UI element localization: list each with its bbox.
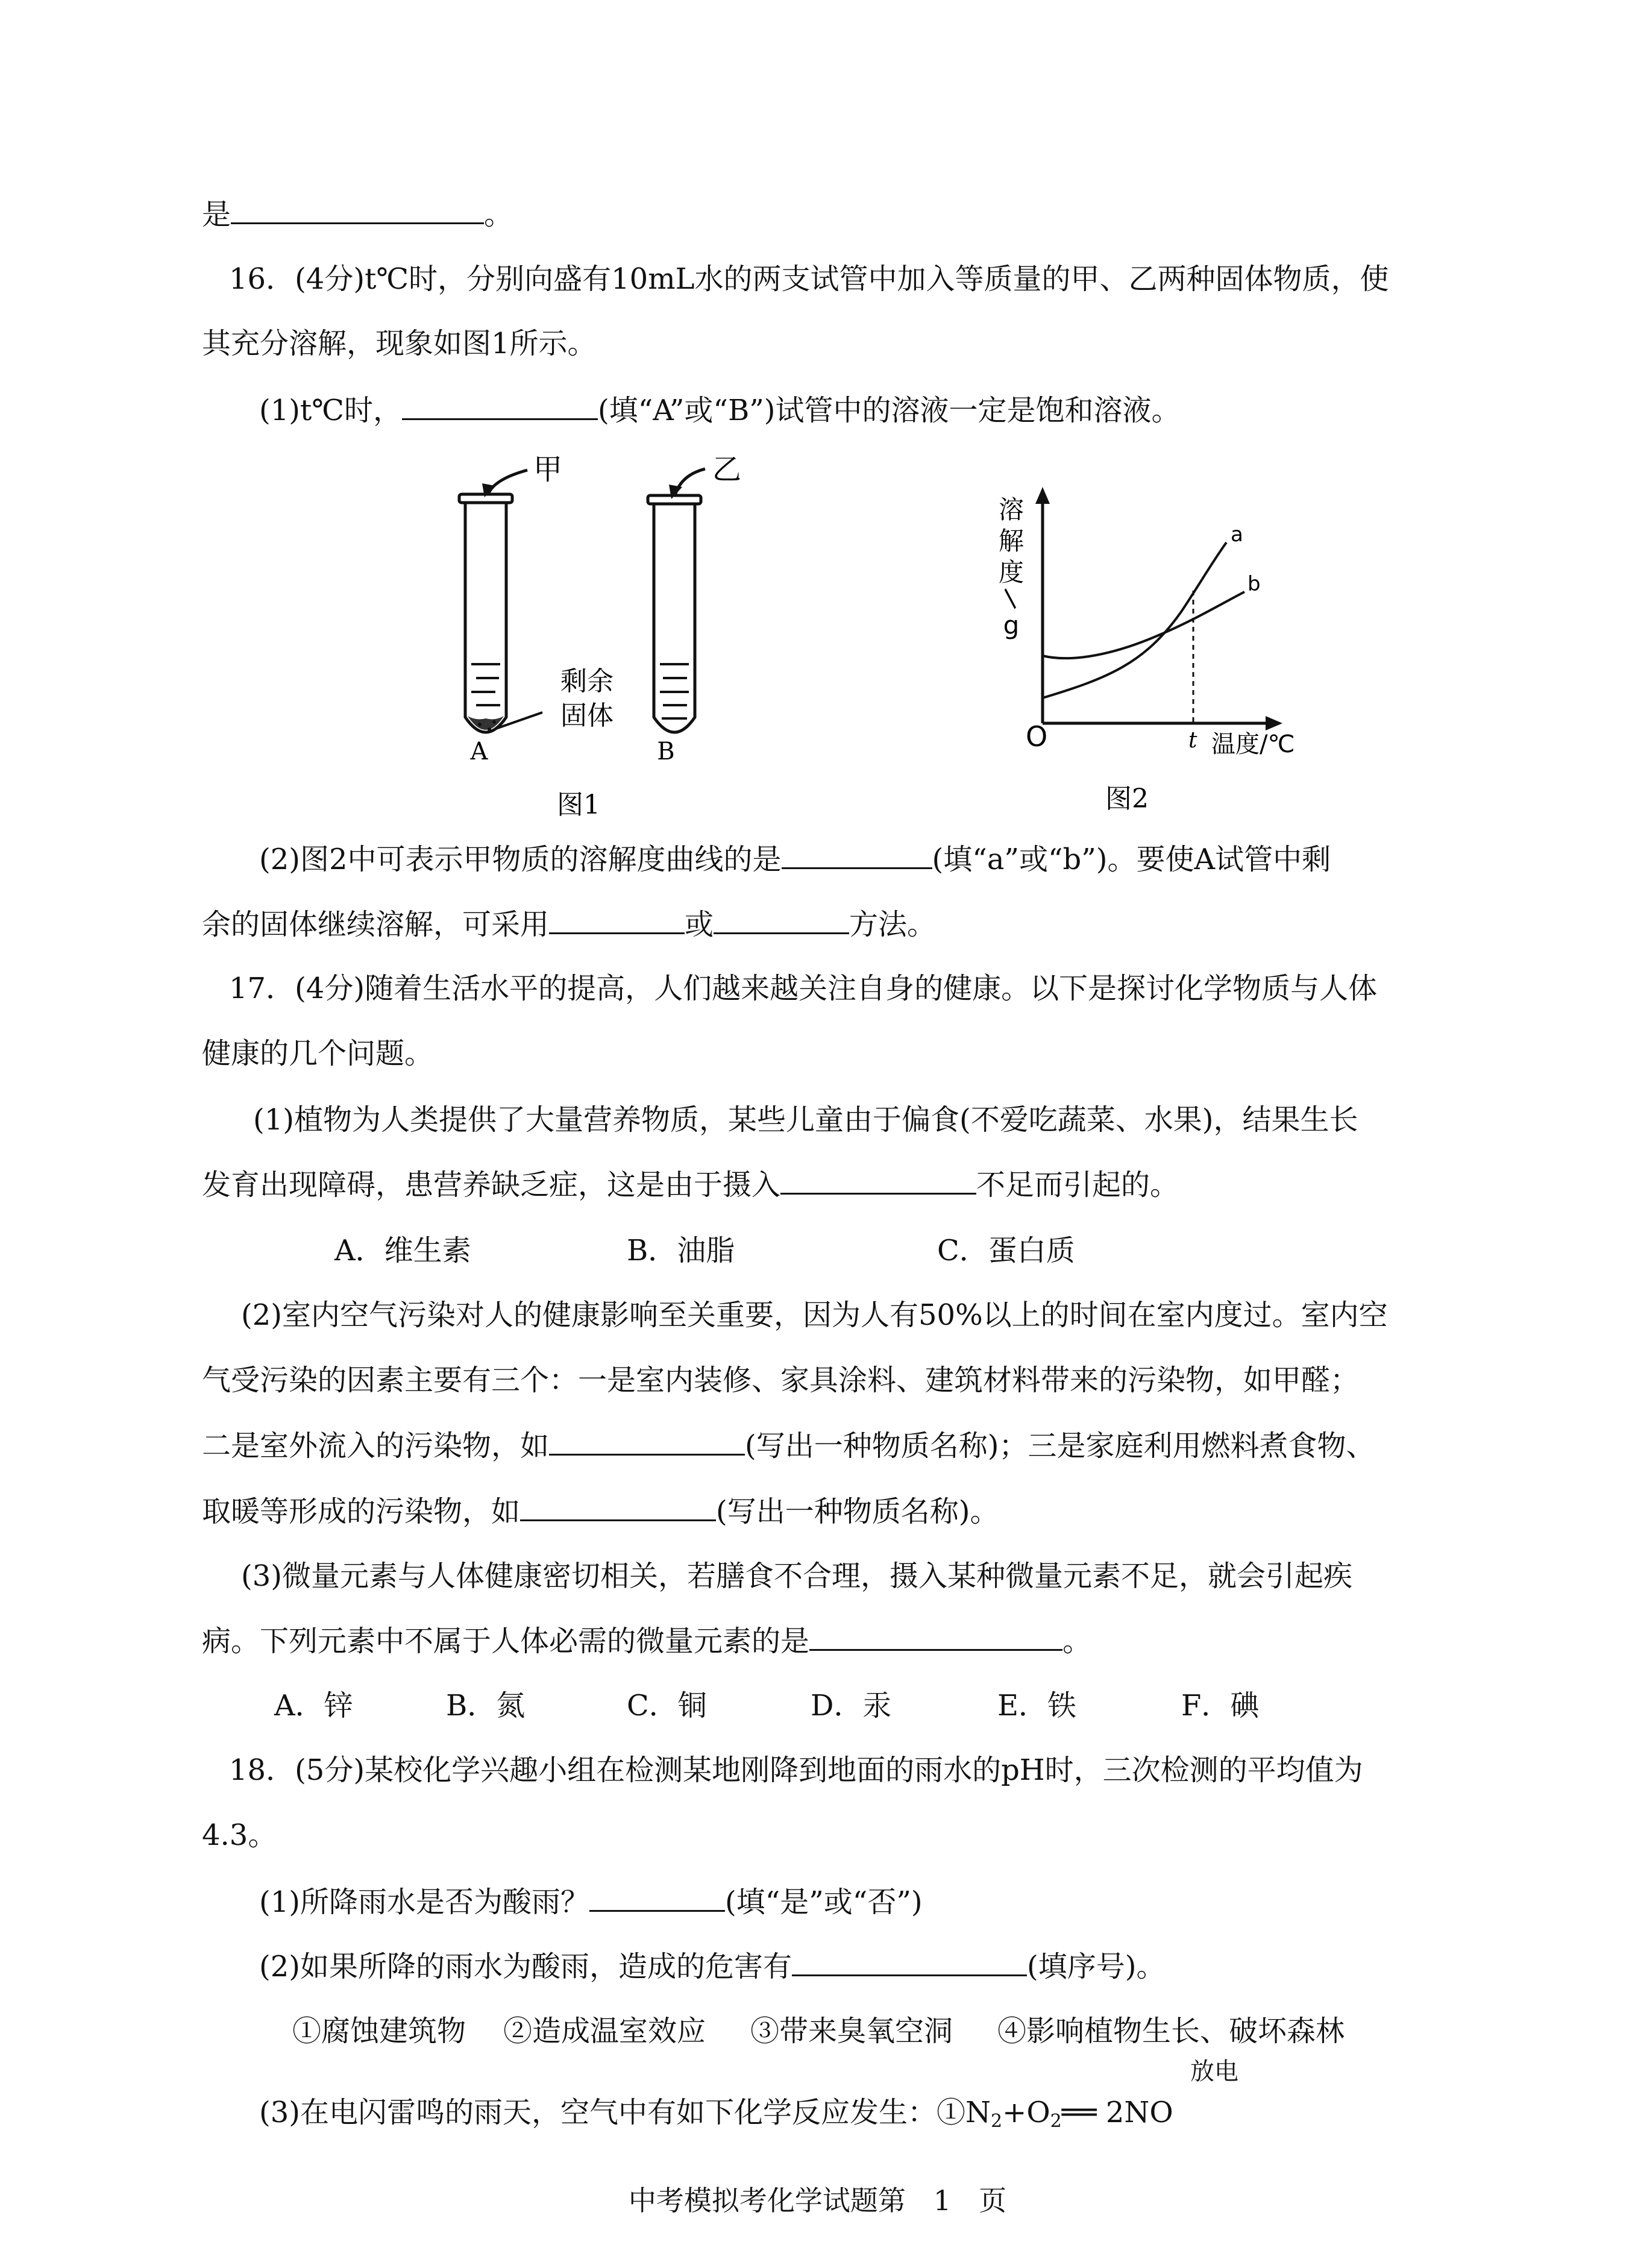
q17-part3-option-a: A．锌 <box>274 1689 353 1723</box>
answer-blank[interactable] <box>402 392 598 420</box>
y-label-char: g <box>1003 611 1020 640</box>
q16-line1: 16．(4分)t℃时，分别向盛有10mL水的两支试管中加入等质量的甲、乙两种固体物质，使 <box>229 262 1389 296</box>
q17-part3-option-c: C．铜 <box>627 1689 707 1723</box>
curve-a-label: a <box>1231 523 1243 547</box>
figure-1-caption: 图1 <box>557 790 600 820</box>
q17-part3-option-d: D．汞 <box>811 1689 892 1723</box>
top-line: 是 。 <box>202 196 513 233</box>
curve-a <box>1043 542 1226 698</box>
q17-part3-line2: 病。下列元素中不属于人体必需的微量元素的是 。 <box>202 1622 1091 1659</box>
q18-line1: 18．(5分)某校化学兴趣小组在检测某地刚降到地面的雨水的pH时，三次检测的平均值为 <box>229 1753 1363 1787</box>
q17-line2: 健康的几个问题。 <box>202 1037 434 1070</box>
test-tube-a <box>459 494 512 732</box>
answer-blank[interactable] <box>589 1883 725 1912</box>
q17-part2-line1: (2)室内空气污染对人的健康影响至关重要，因为人有50%以上的时间在室内度过。室内空 <box>241 1298 1388 1332</box>
tube-a-letter: A <box>470 738 488 765</box>
q17-part1-line1: (1)植物为人类提供了大量营养物质，某些儿童由于偏食(不爱吃蔬菜、水果)，结果生长 <box>253 1103 1358 1137</box>
q16-part1: (1)t℃时， (填“A”或“B”)试管中的溶液一定是饱和溶液。 <box>259 392 1180 429</box>
q17-part1-option-c: C．蛋白质 <box>937 1234 1075 1268</box>
residue-label-line2: 固体 <box>560 700 614 731</box>
q16-line2: 其充分溶解，现象如图1所示。 <box>202 327 597 360</box>
q18-part2-option-1: ①腐蚀建筑物 <box>292 2014 466 2048</box>
page-footer: 中考模拟考化学试题第 1 页 <box>628 2184 1007 2217</box>
q18-part1: (1)所降雨水是否为酸雨？ (填“是”或“否”) <box>259 1883 923 1920</box>
arrow-to-tube-a <box>488 470 527 494</box>
arrow-to-tube-b <box>675 469 705 495</box>
q17-part1-option-a: A．维生素 <box>334 1234 471 1268</box>
answer-blank[interactable] <box>520 1493 716 1521</box>
curve-b <box>1043 592 1244 658</box>
t-mark: t <box>1188 728 1197 753</box>
answer-blank[interactable] <box>549 906 685 934</box>
answer-blank[interactable] <box>549 1427 745 1456</box>
q17-part1-option-b: B．油脂 <box>627 1234 735 1268</box>
tube-a-substance-label: 甲 <box>533 453 563 486</box>
q17-part3-line1: (3)微量元素与人体健康密切相关，若膳食不合理，摄入某种微量元素不足，就会引起疾 <box>241 1559 1352 1593</box>
tube-b-letter: B <box>657 738 675 765</box>
y-label-char: 溶 <box>998 495 1025 524</box>
residue-label-line1: 剩余 <box>560 666 614 697</box>
q17-part3-option-f: F．碘 <box>1181 1689 1260 1723</box>
solution-lines-b <box>660 664 689 718</box>
residue-pointer <box>494 712 542 729</box>
q18-part2-option-4: ④影响植物生长、破坏森林 <box>997 2014 1345 2048</box>
y-label-char: / <box>996 585 1023 612</box>
y-label-char: 度 <box>998 558 1025 587</box>
q16-part2: (2)图2中可表示甲物质的溶解度曲线的是 (填“a”或“b”)。要使A试管中剩 <box>259 841 1331 878</box>
q18-part2: (2)如果所降的雨水为酸雨，造成的危害有 (填序号)。 <box>259 1948 1165 1985</box>
q18-line2: 4.3。 <box>202 1818 277 1852</box>
y-axis-arrow <box>1035 487 1050 504</box>
figure-2-solubility-chart <box>988 482 1350 820</box>
q16-part2-line2: 余的固体继续溶解，可采用 或 方法。 <box>202 906 936 943</box>
figure-1-test-tubes <box>422 446 759 820</box>
answer-blank[interactable] <box>231 196 484 224</box>
q17-part3-option-b: B．氮 <box>446 1689 526 1723</box>
q18-part3: (3)在电闪雷鸣的雨天，空气中有如下化学反应发生：①N2+O2══ 2NO <box>259 2096 1173 2132</box>
q18-part2-option-3: ③带来臭氧空洞 <box>750 2014 953 2048</box>
answer-blank[interactable] <box>714 906 849 934</box>
y-label-char: 解 <box>998 526 1025 556</box>
q17-line1: 17．(4分)随着生活水平的提高，人们越来越关注自身的健康。以下是探讨化学物质与人体 <box>229 972 1378 1005</box>
answer-blank[interactable] <box>809 1622 1062 1651</box>
figure-2-caption: 图2 <box>1105 784 1149 814</box>
origin-label: O <box>1026 720 1048 753</box>
curve-b-label: b <box>1247 572 1261 596</box>
q17-part3-option-e: E．铁 <box>997 1689 1077 1723</box>
q18-part2-option-2: ②造成温室效应 <box>503 2014 706 2048</box>
tube-b-substance-label: 乙 <box>712 453 742 486</box>
q17-part1-line2: 发育出现障碍，患营养缺乏症，这是由于摄入 不足而引起的。 <box>202 1166 1179 1203</box>
q17-part2-line3: 二是室外流入的污染物，如 (写出一种物质名称)；三是家庭利用燃料煮食物、 <box>202 1427 1375 1464</box>
answer-blank[interactable] <box>782 841 932 869</box>
x-axis-arrow <box>1266 716 1282 730</box>
solution-lines-a <box>471 664 500 705</box>
answer-blank[interactable] <box>780 1166 976 1195</box>
answer-blank[interactable] <box>792 1948 1027 1976</box>
reaction-condition: 放电 <box>1190 2058 1238 2085</box>
q17-part2-line2: 气受污染的因素主要有三个：一是室内装修、家具涂料、建筑材料带来的污染物，如甲醛； <box>202 1363 1360 1397</box>
x-axis-label: 温度/℃ <box>1211 730 1295 758</box>
q17-part2-line4: 取暖等形成的污染物，如 (写出一种物质名称)。 <box>202 1493 999 1530</box>
test-tube-b <box>648 495 701 732</box>
